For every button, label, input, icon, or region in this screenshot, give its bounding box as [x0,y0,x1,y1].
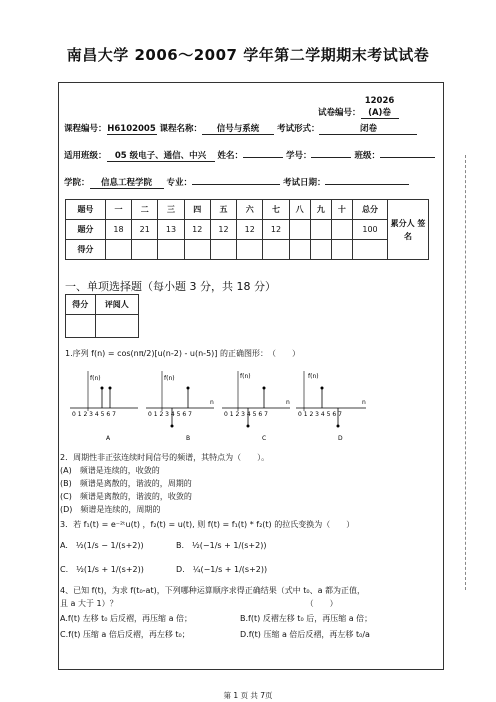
score-input-cell[interactable] [95,315,138,338]
plot-c [222,371,290,442]
table-row [66,315,139,338]
table-row [66,220,429,240]
plot-ylabel: f(n) [164,375,175,382]
table-cell: 题号 [66,200,106,220]
question-3: 3．若 f₁(t) = e⁻²ᵗu(t) ，f₂(t) = u(t), 则 f(t) = f₁(t) * f₂(t) 的拉氏变换为（ ） [60,520,355,529]
name-field[interactable] [243,157,283,158]
option-4c[interactable]: C.f(t) 压缩 a 倍后反褶，再左移 t₀； [60,630,190,639]
table-cell: 得分 [66,240,106,260]
table-cell: 五 [210,200,236,220]
course-name: 信号与系统 [202,122,274,135]
paper-number-label: 试卷编号： [318,108,361,118]
stem-dot [263,387,266,390]
table-cell: 12 [210,220,236,240]
stem-dot [101,387,104,390]
tick-labels: 0 1 2 3 4 5 6 7 [148,411,192,418]
question-4: 4、已知 f(t)，为求 f(t₀-at)，下列哪种运算顺序求得正确结果（式中 t₀、a 都为正值， [60,586,366,595]
course-name-label: 课程名称： [159,124,202,134]
table-cell: 12 [237,220,263,240]
plot-label-c: C [262,435,267,442]
school-row [64,176,409,189]
option-2c[interactable]: (C) 频谱是离散的，谐波的，收敛的 [60,492,192,501]
table-cell: 八 [289,200,310,220]
school: 信息工程学院 [90,176,164,189]
paper-number: 12026 (A)卷 [361,96,399,119]
question-4-cont: 且 a 大于 1）？ （ ） [60,599,338,608]
plot-ylabel: f(n) [308,373,319,380]
major-label: 专业： [166,178,192,188]
table-cell: 二 [132,200,158,220]
plot-xlabel: n [210,399,214,406]
table-cell [289,220,310,240]
stem-dot [109,387,112,390]
plot-xlabel: n [286,399,290,406]
table-cell: 三 [158,200,184,220]
option-4a[interactable]: A.f(t) 左移 t₀ 后反褶，再压缩 a 倍； [60,614,193,623]
page-footer: 第 1 页 共 7页 [223,691,273,700]
stem-dot [337,425,340,428]
score-input-cell[interactable] [310,240,331,260]
page-title: 南昌大学 2006～2007 学年第二学期期末考试试卷 [66,46,430,64]
table-cell: 21 [132,220,158,240]
class-row [64,149,435,162]
option-2d[interactable]: (D) 频谱是连续的，周期的 [60,505,161,514]
score-input-cell[interactable] [184,240,210,260]
section-heading: 一、单项选择题（每小题 3 分，共 18 分） [65,280,276,293]
score-input-cell[interactable] [289,240,310,260]
option-2b[interactable]: (B) 频谱是离散的，谐波的，周期的 [60,479,192,488]
option-2a[interactable]: (A) 频谱是连续的，收敛的 [60,466,160,475]
score-input-cell[interactable] [66,315,96,338]
table-cell: 评阅人 [95,295,138,315]
plot-d [296,371,366,442]
table-cell: 六 [237,200,263,220]
table-cell: 12 [263,220,289,240]
option-3a[interactable]: A. ½(1/s − 1/(s+2)) [60,541,144,550]
table-cell: 一 [105,200,131,220]
plot-xlabel: n [362,399,366,406]
stem-dot [247,425,250,428]
score-table [65,199,429,260]
exam-form: 闭卷 [319,122,417,135]
score-input-cell[interactable] [237,240,263,260]
score-input-cell[interactable] [105,240,131,260]
plot-a [70,371,138,442]
plot-ylabel: f(n) [90,375,101,382]
score-input-cell[interactable] [331,240,352,260]
student-no-label: 学号： [285,151,312,161]
question-1: 1.序列 f(n) = cos(nπ/2)[u(n-2) - u(n-5)] 的正确图形： （ ） [65,349,300,358]
table-cell [310,220,331,240]
table-cell: 七 [263,200,289,220]
stem-dot [171,425,174,428]
classes-label: 适用班级： [64,151,107,161]
table-cell: 总分 [353,200,388,220]
plot-ylabel: f(n) [240,373,251,380]
score-input-cell[interactable] [158,240,184,260]
score-input-cell[interactable] [263,240,289,260]
tick-labels: 0 1 2 3 4 5 6 7 [72,411,116,418]
classes: 05 级电子、通信、中兴 [107,149,215,162]
option-3b[interactable]: B. ½(−1/s + 1/(s+2)) [176,541,267,550]
name-label: 姓名： [217,151,243,161]
tick-labels: 0 1 2 3 4 5 6 7 [298,411,342,418]
option-3c[interactable]: C. ½(1/s + 1/(s+2)) [60,565,144,574]
date-label: 考试日期： [282,178,326,188]
date-field[interactable] [325,184,409,185]
table-row [66,240,429,260]
reviewer-signature-cell[interactable]: 累分人 签名 [388,200,429,260]
table-row [66,200,429,220]
options-plot-area [68,366,368,444]
option-4d[interactable]: D.f(t) 压缩 a 倍后反褶，再左移 t₀/a [240,630,370,639]
major-field[interactable] [192,184,280,185]
course-row [64,122,417,135]
score-input-cell[interactable] [132,240,158,260]
table-cell [331,220,352,240]
table-cell: 四 [184,200,210,220]
score-input-cell[interactable] [353,240,388,260]
course-code-label: 课程编号： [64,124,107,134]
plot-label-a: A [106,435,111,442]
paper-number-row [318,96,399,119]
plot-b [146,371,214,442]
grader-table [65,294,139,338]
table-cell: 题分 [66,220,106,240]
student-no-field[interactable] [311,157,351,158]
option-4b[interactable]: B.f(t) 反褶左移 t₀ 后，再压缩 a 倍； [240,614,373,623]
table-row [66,295,139,315]
table-cell: 100 [353,220,388,240]
school-label: 学院： [64,178,90,188]
score-input-cell[interactable] [210,240,236,260]
table-cell: 九 [310,200,331,220]
tick-labels: 0 1 2 3 4 5 6 7 [224,411,268,418]
plot-label-b: B [186,435,191,442]
table-cell: 得分 [66,295,96,315]
table-cell: 十 [331,200,352,220]
course-code: H6102005 [107,124,156,134]
exam-form-label: 考试形式： [276,124,320,134]
binding-line [465,155,466,590]
table-cell: 18 [105,220,131,240]
table-cell: 12 [184,220,210,240]
class-label: 班级： [354,151,380,161]
stem-dot [321,387,324,390]
table-cell: 13 [158,220,184,240]
question-2: 2．周期性非正弦连续时间信号的频谱，其特点为（ ）。 [60,453,270,462]
option-3d[interactable]: D. ¼(−1/s + 1/(s+2)) [176,565,268,574]
stem-dot [187,387,190,390]
plot-label-d: D [338,435,343,442]
class-field[interactable] [380,157,435,158]
